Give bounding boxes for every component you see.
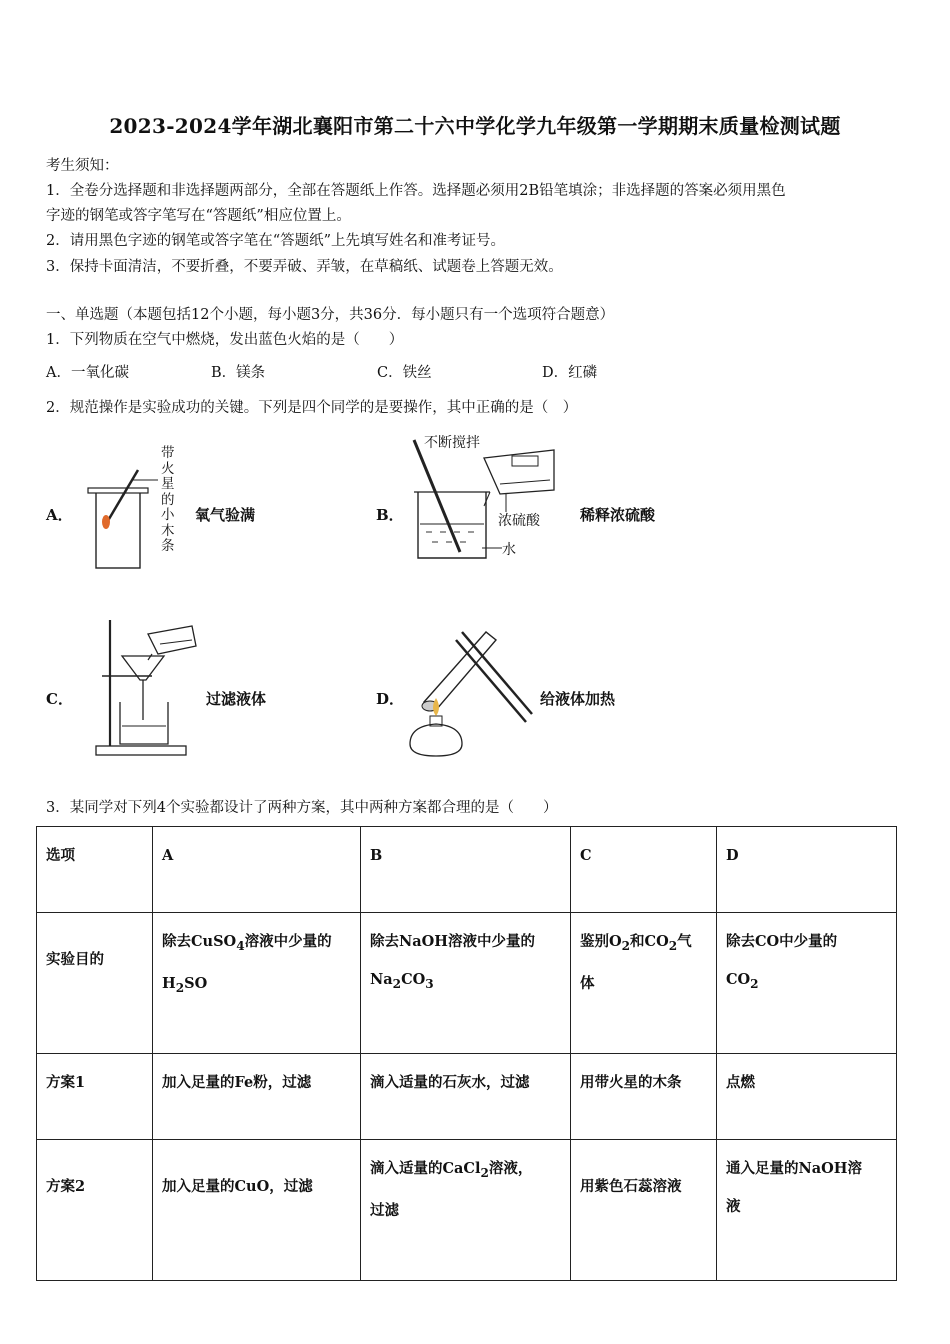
q2-c-letter: C． xyxy=(46,690,73,708)
plan1-c: 用带火星的木条 xyxy=(571,1054,717,1140)
notice-item-1b: 字迹的钢笔或答字笔写在“答题纸”相应位置上。 xyxy=(46,208,351,224)
acid-label: 浓硫酸 xyxy=(498,513,540,529)
header-cell: B xyxy=(361,827,571,913)
q2-c-caption: 过滤液体 xyxy=(206,690,267,708)
q1-stem: 1．下列物质在空气中燃烧，发出蓝色火焰的是（ ） xyxy=(46,332,404,348)
page-title: 2023-2024学年湖北襄阳市第二十六中学化学九年级第一学期期末质量检测试题 xyxy=(109,114,841,138)
section-heading: 一、单选题（本题包括12个小题，每小题3分，共36分．每小题只有一个选项符合题意） xyxy=(46,307,615,323)
plan2-c: 用紫色石蕊溶液 xyxy=(571,1140,717,1281)
notice-item-3: 3．保持卡面清洁，不要折叠，不要弄破、弄皱，在草稿纸、试题卷上答题无效。 xyxy=(46,259,563,275)
purpose-d: 除去CO中少量的 $CO_2$ xyxy=(717,913,897,1054)
plan1-b: 滴入适量的石灰水，过滤 xyxy=(361,1054,571,1140)
plan2-label: 方案2 xyxy=(37,1140,153,1281)
plan2-d: 通入足量的NaOH溶 液 xyxy=(717,1140,897,1281)
header-cell: D xyxy=(717,827,897,913)
purpose-a: 除去CuSO$_4$溶液中少量的 $H_2SO$ xyxy=(153,913,361,1054)
q2-a-letter: A． xyxy=(46,506,73,524)
water-label: 水 xyxy=(502,542,516,558)
q1-option-d: D．红磷 xyxy=(542,365,598,381)
notice-heading: 考生须知： xyxy=(46,158,119,174)
purpose-b: 除去NaOH溶液中少量的 $Na_2CO_3$ xyxy=(361,913,571,1054)
stir-label: 不断搅拌 xyxy=(424,435,480,451)
q2-b-letter: B． xyxy=(376,506,404,524)
header-cell: A xyxy=(153,827,361,913)
plan1-label: 方案1 xyxy=(37,1054,153,1140)
table-row xyxy=(37,913,897,1054)
q2-a-caption: 氧气验满 xyxy=(195,506,256,524)
plan1-a: 加入足量的Fe粉，过滤 xyxy=(153,1054,361,1140)
q2-d-letter: D． xyxy=(376,690,405,708)
table-row xyxy=(37,1054,897,1140)
q2-b-caption: 稀释浓硫酸 xyxy=(580,506,656,524)
q1-option-b: B．镁条 xyxy=(211,365,266,381)
filtration-figure xyxy=(92,610,204,760)
q3-table xyxy=(36,826,897,1281)
q1-option-c: C．铁丝 xyxy=(377,365,432,381)
q2-stem: 2．规范操作是实验成功的关键。下列是四个同学的是要操作，其中正确的是（ ） xyxy=(46,400,578,416)
plan2-b: 滴入适量的CaCl$_2$溶液， 过滤 xyxy=(361,1140,571,1281)
heating-figure xyxy=(402,618,542,762)
purpose-label: 实验目的 xyxy=(37,913,153,1054)
q1-option-a: A．一氧化碳 xyxy=(46,365,129,381)
header-cell: 选项 xyxy=(37,827,153,913)
plan2-a: 加入足量的CuO，过滤 xyxy=(153,1140,361,1281)
q2-d-caption: 给液体加热 xyxy=(540,690,616,708)
q3-stem: 3．某同学对下列4个实验都设计了两种方案，其中两种方案都合理的是（ ） xyxy=(46,800,558,816)
plan1-d: 点燃 xyxy=(717,1054,897,1140)
purpose-c: 鉴别$O_2$和$CO_2$气 体 xyxy=(571,913,717,1054)
table-row xyxy=(37,827,897,913)
notice-item-1a: 1．全卷分选择题和非选择题两部分，全部在答题纸上作答。选择题必须用2B铅笔填涂；非选择题的答案必须用黑色 xyxy=(46,183,786,199)
header-cell: C xyxy=(571,827,717,913)
splint-label: 带火星的小木条 xyxy=(161,445,175,554)
notice-item-2: 2．请用黑色字迹的钢笔或答字笔在“答题纸”上先填写姓名和准考证号。 xyxy=(46,233,506,249)
table-row xyxy=(37,1140,897,1281)
